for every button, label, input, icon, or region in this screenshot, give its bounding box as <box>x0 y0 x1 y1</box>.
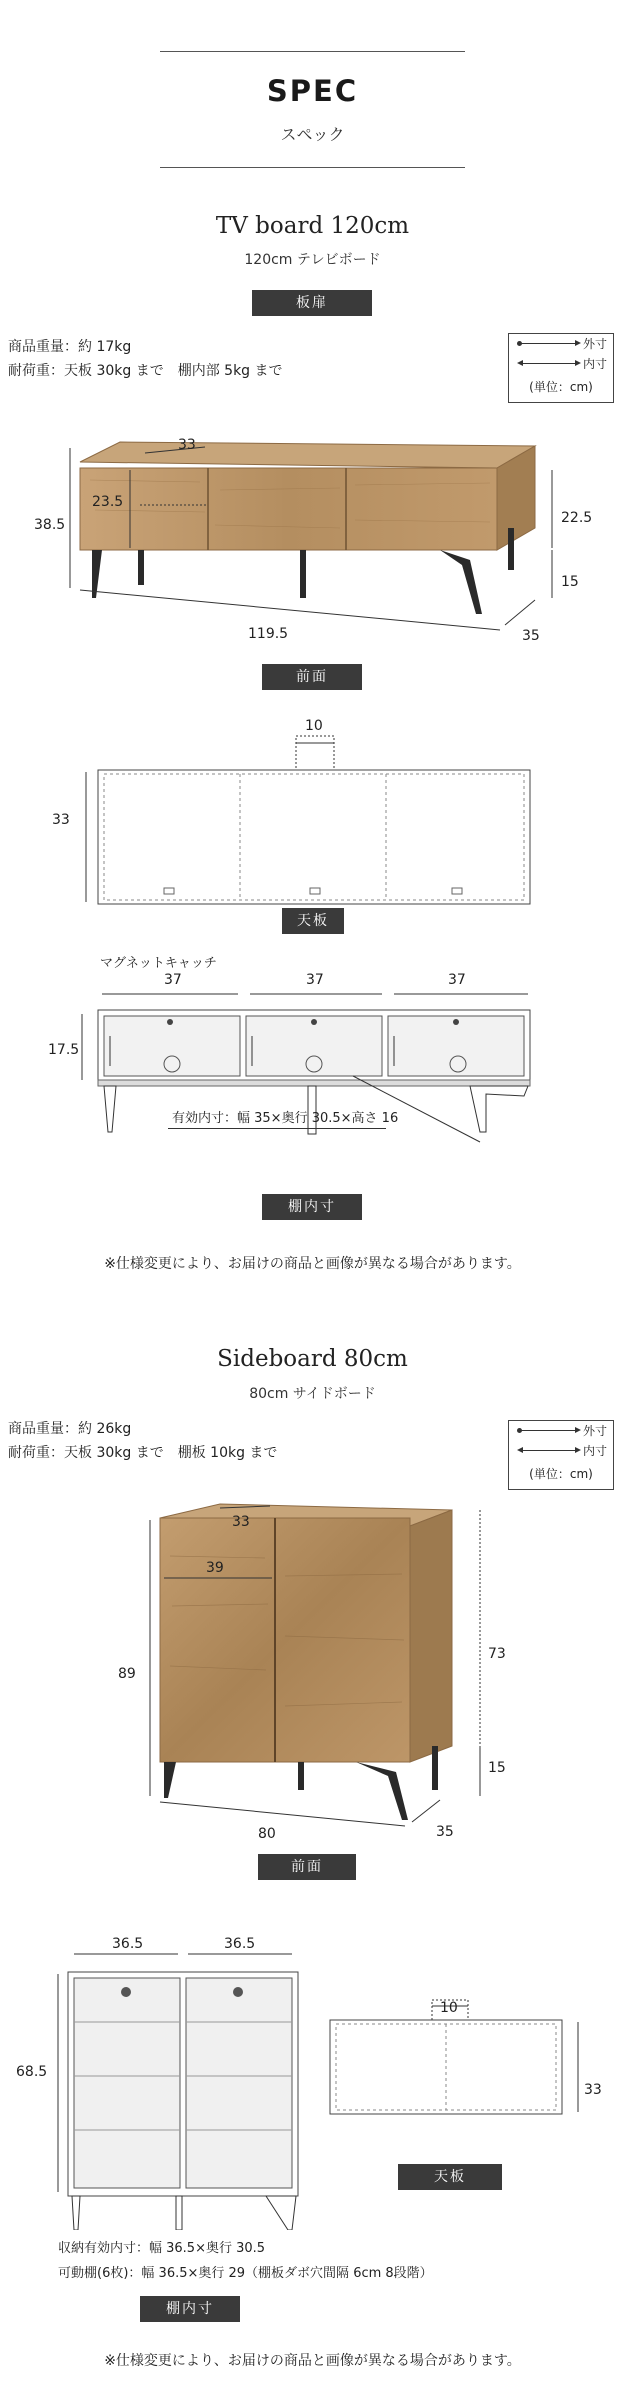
tv-dim-38-5: 38.5 <box>34 517 66 533</box>
tv-inside-w1: 37 <box>164 972 182 988</box>
side-dim-35: 35 <box>436 1824 454 1840</box>
side-front-tag: 前面 <box>258 1854 356 1880</box>
side-top-dim-10: 10 <box>440 2000 458 2016</box>
tv-magnet-label: マグネットキャッチ <box>100 956 217 971</box>
tv-inside-w2: 37 <box>306 972 324 988</box>
page-title: SPEC <box>266 74 359 108</box>
side-dim-73: 73 <box>488 1646 506 1662</box>
tv-inside-h: 17.5 <box>48 1042 80 1058</box>
tv-legend <box>508 333 614 403</box>
tv-subtitle: 120cm テレビボード <box>244 252 381 268</box>
side-inside-tag: 棚内寸 <box>140 2296 240 2322</box>
header-rule-bottom <box>160 167 465 168</box>
side-weight: 商品重量：約 26kg <box>8 1421 132 1437</box>
side-inside-w2: 36.5 <box>224 1936 256 1952</box>
side-dim-33: 33 <box>232 1514 250 1530</box>
tv-title: TV board 120cm <box>215 213 410 239</box>
side-top-dim-33: 33 <box>584 2082 602 2098</box>
tv-note: ※仕様変更により、お届けの商品と画像が異なる場合があります。 <box>104 1256 521 1272</box>
tv-top-tag: 天板 <box>282 908 344 934</box>
side-load: 耐荷重：天板 30kg まで 棚板 10kg まで <box>8 1445 278 1461</box>
side-effective-line2: 可動棚(6枚)：幅 36.5×奥行 29（棚板ダボ穴間隔 6cm 8段階） <box>58 2266 433 2281</box>
side-inside-h: 68.5 <box>16 2064 48 2080</box>
tv-top-illustration <box>0 716 625 906</box>
tv-weight: 商品重量：約 17kg <box>8 339 132 355</box>
legend-outer: 外寸 <box>583 1424 608 1438</box>
side-inside-w1: 36.5 <box>112 1936 144 1952</box>
legend-unit: (単位：cm) <box>529 380 593 394</box>
side-dim-39: 39 <box>206 1560 224 1576</box>
side-subtitle: 80cm サイドボード <box>249 1386 376 1402</box>
tv-inside-tag: 棚内寸 <box>262 1194 362 1220</box>
tv-dim-22-5: 22.5 <box>561 510 593 526</box>
side-dim-80: 80 <box>258 1826 276 1842</box>
tv-dim-15: 15 <box>561 574 579 590</box>
legend-outer: 外寸 <box>583 337 608 351</box>
tv-inside-w3: 37 <box>448 972 466 988</box>
side-inside-illustration <box>0 1930 625 2230</box>
tv-front-illustration <box>0 420 625 650</box>
tv-load: 耐荷重：天板 30kg まで 棚内部 5kg まで <box>8 363 283 379</box>
page-subtitle: スペック <box>280 125 345 144</box>
side-dim-15: 15 <box>488 1760 506 1776</box>
tv-dim-35: 35 <box>522 628 540 644</box>
legend-inner: 内寸 <box>583 1444 608 1458</box>
header-rule-top <box>160 51 465 52</box>
side-effective-line1: 収納有効内寸：幅 36.5×奥行 30.5 <box>58 2241 266 2256</box>
side-note: ※仕様変更により、お届けの商品と画像が異なる場合があります。 <box>104 2353 521 2369</box>
tv-effective: 有効内寸：幅 35×奥行 30.5×高さ 16 <box>172 1111 399 1126</box>
side-title: Sideboard 80cm <box>217 1346 408 1372</box>
side-legend <box>508 1420 614 1490</box>
tv-dim-23-5: 23.5 <box>92 494 124 510</box>
tv-top-dim-10: 10 <box>305 718 323 734</box>
legend-unit: (単位：cm) <box>529 1467 593 1481</box>
legend-inner: 内寸 <box>583 357 608 371</box>
tv-front-tag: 前面 <box>262 664 362 690</box>
side-dim-89: 89 <box>118 1666 136 1682</box>
tv-dim-119-5: 119.5 <box>248 626 289 642</box>
tv-door-tag: 板扉 <box>252 290 372 316</box>
tv-dim-33: 33 <box>178 437 196 453</box>
side-front-illustration <box>0 1496 625 1856</box>
tv-top-dim-33: 33 <box>52 812 70 828</box>
side-top-tag: 天板 <box>398 2164 502 2190</box>
